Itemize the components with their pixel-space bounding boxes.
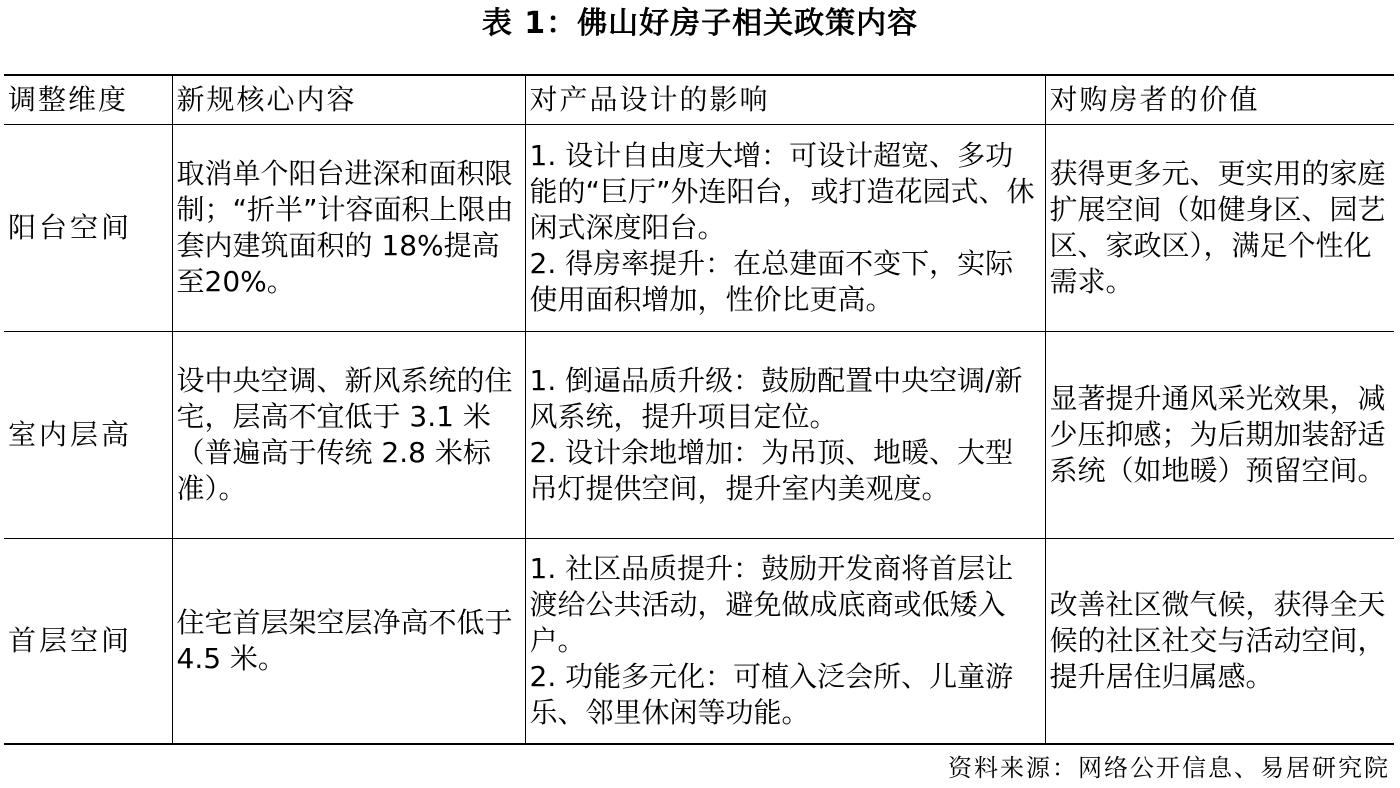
cell-design-impact [525, 125, 1045, 332]
header-dimension: 调整维度 [4, 75, 172, 125]
impact-item: 2. 设计余地增加：为吊顶、地暖、大型吊灯提供空间，提升室内美观度。 [529, 436, 1014, 505]
header-row [4, 75, 1394, 125]
impact-item: 1. 倒逼品质升级：鼓励配置中央空调/新风系统，提升项目定位。 [529, 364, 1023, 433]
cell-core-content: 住宅首层架空层净高不低于 4.5 米。 [172, 539, 525, 745]
source-note: 资料来源：网络公开信息、易居研究院 [948, 754, 1390, 782]
impact-item: 1. 设计自由度大增：可设计超宽、多功能的“巨厅”外连阳台，或打造花园式、休闲式深度阳台。 [529, 139, 1035, 244]
header-design-impact: 对产品设计的影响 [525, 75, 1045, 125]
cell-design-impact [525, 539, 1045, 745]
table-title: 表 1：佛山好房子相关政策内容 [481, 6, 919, 41]
cell-buyer-value: 显著提升通风采光效果，减少压抑感；为后期加装舒适系统（如地暖）预留空间。 [1045, 332, 1394, 539]
cell-dimension: 阳台空间 [4, 125, 172, 332]
cell-core-content: 取消单个阳台进深和面积限制；“折半”计容面积上限由套内建筑面积的 18%提高至20%。 [172, 125, 525, 332]
impact-item: 2. 得房率提升：在总建面不变下，实际使用面积增加，性价比更高。 [529, 247, 1014, 316]
cell-core-content: 设中央空调、新风系统的住宅，层高不宜低于 3.1 米（普遍高于传统 2.8 米标准）。 [172, 332, 525, 539]
header-buyer-value: 对购房者的价值 [1045, 75, 1394, 125]
policy-table [4, 74, 1394, 745]
cell-design-impact [525, 332, 1045, 539]
cell-buyer-value: 改善社区微气候，获得全天候的社区社交与活动空间，提升居住归属感。 [1045, 539, 1394, 745]
cell-dimension: 室内层高 [4, 332, 172, 539]
cell-dimension: 首层空间 [4, 539, 172, 745]
table-row [4, 539, 1394, 745]
header-core-content: 新规核心内容 [172, 75, 525, 125]
impact-item: 2. 功能多元化：可植入泛会所、儿童游乐、邻里休闲等功能。 [529, 660, 1014, 729]
table-row [4, 125, 1394, 332]
impact-item: 1. 社区品质提升：鼓励开发商将首层让渡给公共活动，避免做成底商或低矮入户。 [529, 552, 1014, 657]
cell-buyer-value: 获得更多元、更实用的家庭扩展空间（如健身区、园艺区、家政区），满足个性化需求。 [1045, 125, 1394, 332]
table-row [4, 332, 1394, 539]
